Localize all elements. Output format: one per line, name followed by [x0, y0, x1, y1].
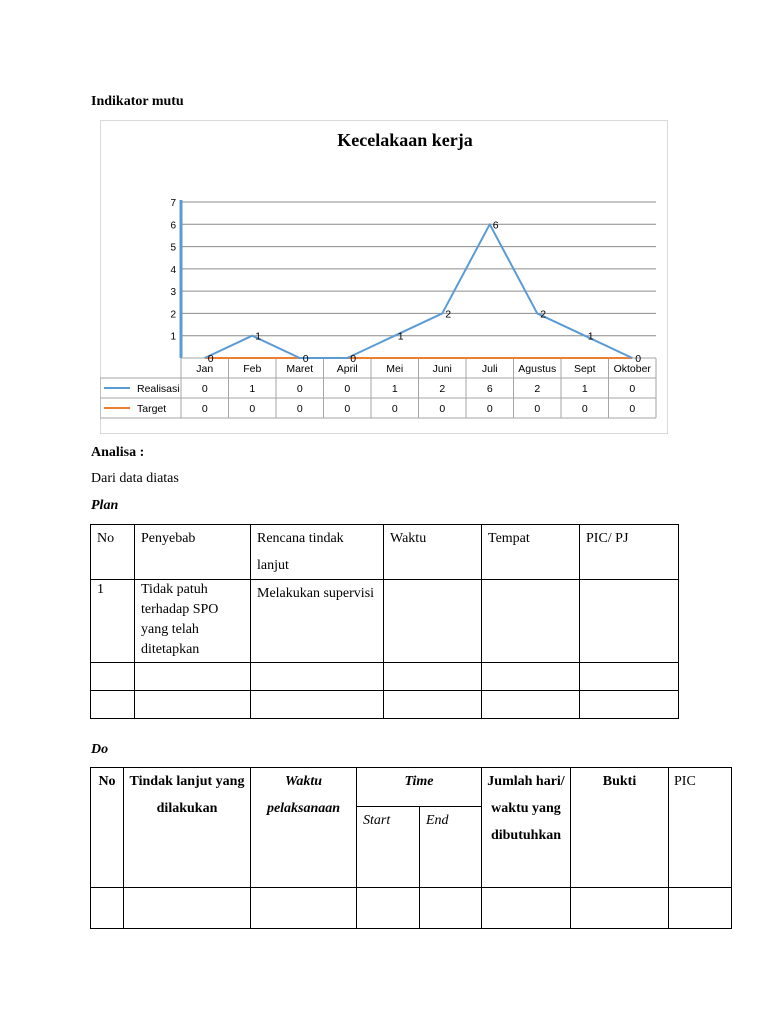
- x-tick-label: Juli: [481, 363, 498, 375]
- table-value: 0: [629, 383, 636, 395]
- table-row: [91, 691, 679, 719]
- do-header-jumlah: Jumlah hari/ waktu yang dibutuhkan: [482, 768, 571, 888]
- plan-cell-tempat: [482, 580, 580, 663]
- table-value: 0: [344, 403, 351, 415]
- table-value: 0: [296, 403, 303, 415]
- table-value: 1: [391, 383, 398, 395]
- table-value: 0: [201, 403, 208, 415]
- x-tick-label: Feb: [243, 363, 262, 375]
- table-value: 0: [391, 403, 398, 415]
- data-label: 0: [302, 353, 309, 365]
- empty-cell: [357, 888, 420, 929]
- data-label: 0: [350, 353, 357, 365]
- empty-cell: [135, 691, 251, 719]
- x-tick-label: Jan: [196, 363, 214, 375]
- plan-title: Plan: [91, 498, 119, 513]
- empty-cell: [135, 663, 251, 691]
- analisa-text: Dari data diatas: [91, 471, 179, 486]
- line-chart: [100, 120, 668, 434]
- do-header-end: End: [420, 807, 482, 888]
- table-value: 0: [439, 403, 446, 415]
- empty-cell: [420, 888, 482, 929]
- do-table: [90, 767, 732, 929]
- empty-cell: [580, 691, 679, 719]
- x-tick-label: Juni: [432, 363, 452, 375]
- x-tick-label: Mei: [386, 363, 404, 375]
- table-row: [91, 580, 679, 663]
- table-value: 0: [296, 383, 303, 395]
- empty-cell: [251, 663, 384, 691]
- table-value: 0: [486, 403, 493, 415]
- do-header-time: Time: [357, 768, 482, 807]
- do-header-pic: PIC: [669, 768, 732, 888]
- table-value: 0: [249, 403, 256, 415]
- section-heading: Indikator mutu: [91, 94, 184, 109]
- do-header-start: Start: [357, 807, 420, 888]
- x-tick-label: April: [336, 363, 358, 375]
- empty-cell: [669, 888, 732, 929]
- plan-cell-waktu: [384, 580, 482, 663]
- data-label: 0: [635, 353, 642, 365]
- plan-table: [90, 524, 679, 719]
- y-tick-label: 1: [170, 331, 176, 343]
- data-label: 1: [587, 330, 594, 343]
- do-header-bukti: Bukti: [571, 768, 669, 888]
- plan-cell-rencana: Melakukan supervisi: [251, 580, 384, 663]
- data-label: 2: [445, 308, 452, 321]
- plan-header-waktu: Waktu: [384, 525, 482, 580]
- plan-cell-pic: [580, 580, 679, 663]
- plan-header-rencana: Rencana tindak lanjut: [251, 525, 384, 580]
- empty-cell: [91, 691, 135, 719]
- empty-cell: [251, 691, 384, 719]
- table-value: 6: [486, 383, 493, 395]
- y-tick-label: 3: [170, 287, 176, 299]
- chart-title: Kecelakaan kerja: [337, 130, 473, 150]
- data-label: 2: [540, 308, 547, 321]
- table-value: 0: [344, 383, 351, 395]
- table-value: 2: [534, 383, 541, 395]
- empty-cell: [571, 888, 669, 929]
- empty-cell: [482, 663, 580, 691]
- x-tick-label: Maret: [286, 363, 314, 375]
- empty-cell: [482, 888, 571, 929]
- y-tick-label: 5: [170, 242, 176, 254]
- table-value: 0: [629, 403, 636, 415]
- do-title: Do: [91, 742, 109, 757]
- table-row: [91, 888, 732, 929]
- do-header-row: [91, 768, 732, 807]
- table-value: 2: [439, 383, 446, 395]
- x-tick-label: Agustus: [518, 363, 557, 375]
- x-tick-label: Sept: [573, 363, 596, 375]
- table-value: 1: [581, 383, 588, 395]
- legend-label: Realisasi: [137, 383, 180, 395]
- empty-cell: [91, 888, 124, 929]
- x-tick-label: Oktober: [613, 363, 651, 375]
- plan-cell-penyebab: Tidak patuh terhadap SPO yang telah ditetapkan: [135, 580, 251, 663]
- plan-cell-no: 1: [91, 580, 135, 663]
- y-tick-label: 7: [170, 198, 176, 209]
- plan-header-no: No: [91, 525, 135, 580]
- do-header-no: No: [91, 768, 124, 888]
- y-tick-label: 4: [170, 264, 176, 276]
- table-value: 0: [534, 403, 541, 415]
- empty-cell: [580, 663, 679, 691]
- empty-cell: [482, 691, 580, 719]
- empty-cell: [384, 691, 482, 719]
- empty-cell: [384, 663, 482, 691]
- table-row: [91, 663, 679, 691]
- analisa-title: Analisa :: [91, 445, 145, 460]
- empty-cell: [91, 663, 135, 691]
- data-label: 6: [492, 219, 499, 232]
- do-header-tindak: Tindak lanjut yang dilakukan: [124, 768, 251, 888]
- empty-cell: [251, 888, 357, 929]
- plan-header-penyebab: Penyebab: [135, 525, 251, 580]
- table-value: 0: [201, 383, 208, 395]
- data-label: 1: [255, 330, 262, 343]
- plan-header-row: [91, 525, 679, 580]
- data-label: 0: [207, 353, 214, 365]
- data-label: 1: [397, 330, 404, 343]
- table-value: 0: [581, 403, 588, 415]
- do-header-waktu: Waktu pelaksanaan: [251, 768, 357, 888]
- legend-label: Target: [137, 403, 167, 415]
- empty-cell: [124, 888, 251, 929]
- plan-header-tempat: Tempat: [482, 525, 580, 580]
- y-tick-label: 2: [170, 309, 176, 321]
- y-tick-label: 6: [170, 220, 176, 232]
- table-value: 1: [249, 383, 256, 395]
- plan-header-pic: PIC/ PJ: [580, 525, 679, 580]
